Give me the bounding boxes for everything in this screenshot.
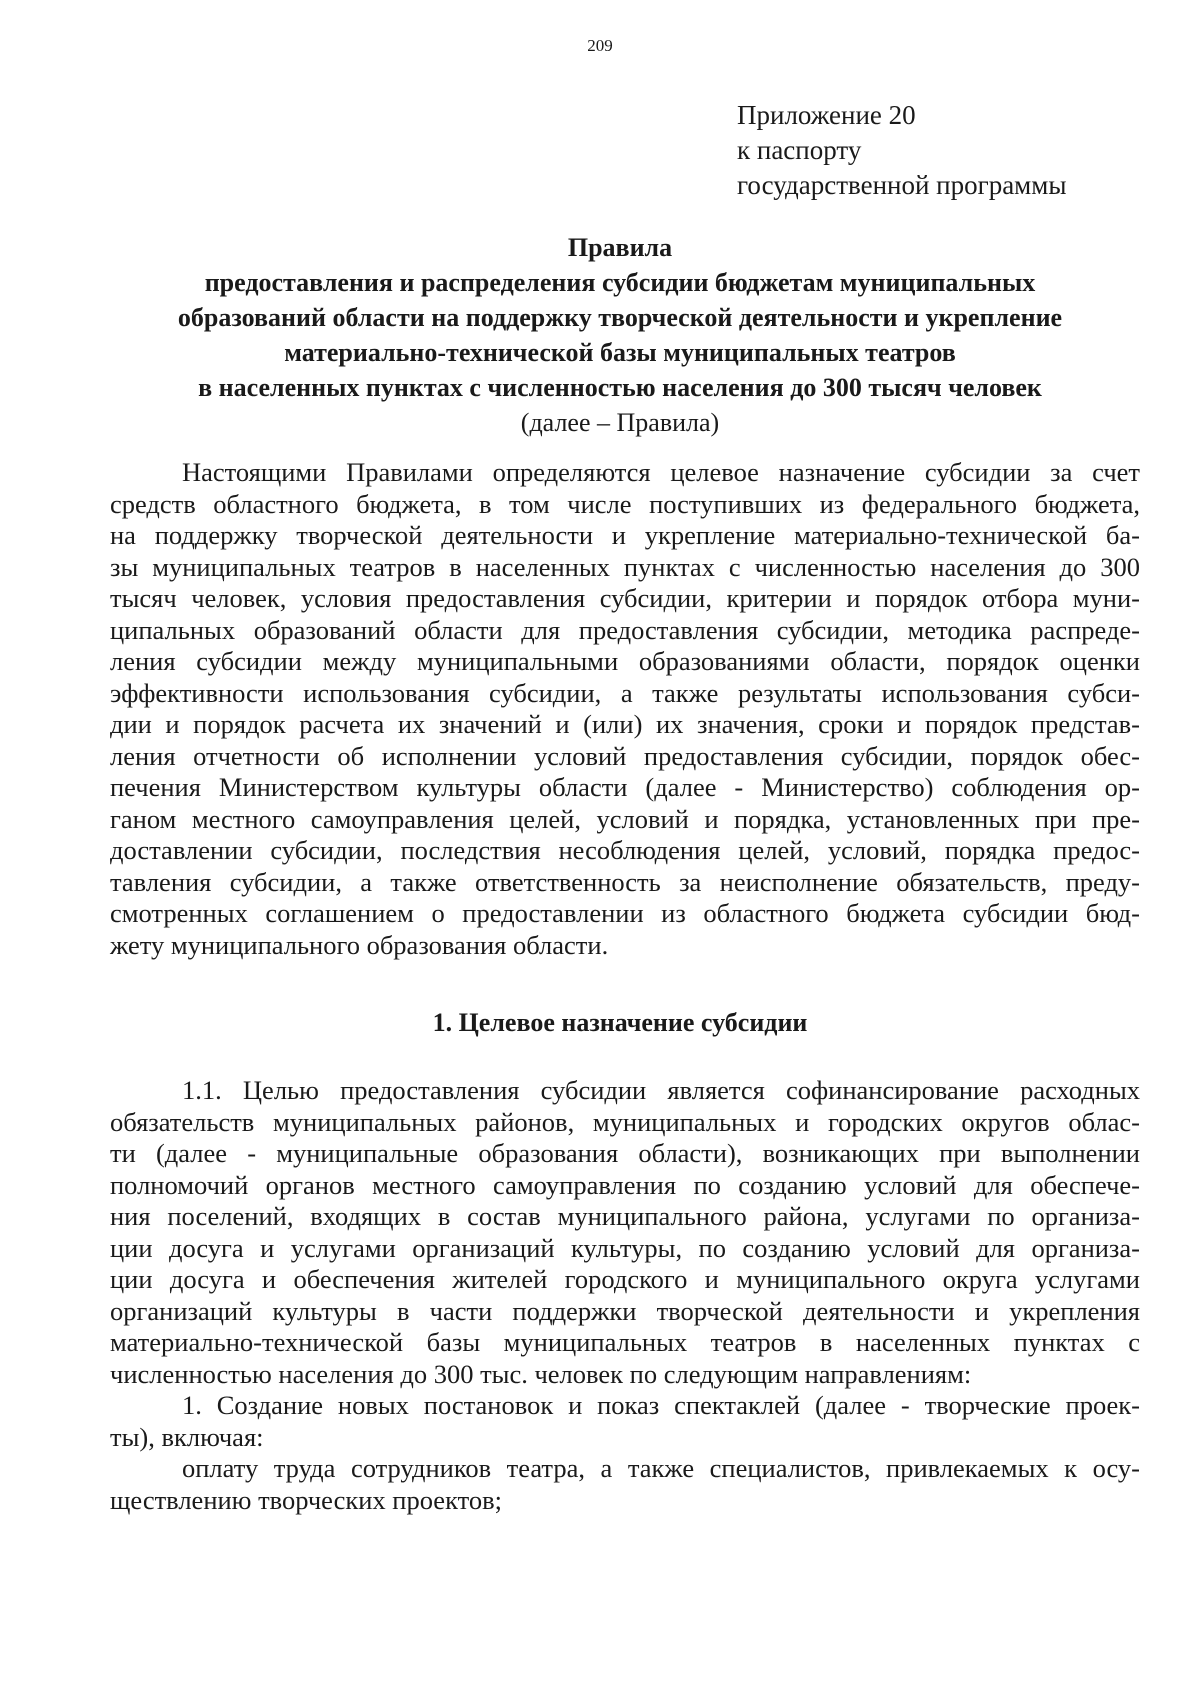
text-line: материально-технической базы муниципальных театров в населенных пунктах с: [110, 1327, 1140, 1357]
text-line: смотренных соглашением о предоставлении из областного бюджета субсидии бюд-: [110, 898, 1140, 928]
text-line: ществлению творческих проектов;: [110, 1484, 502, 1515]
text-line: эффективности использования субсидии, а также результаты использования субси-: [110, 677, 1140, 708]
text-line: полномочий органов местного самоуправления по созданию условий для обеспече-: [110, 1169, 1140, 1200]
text-line: ти (далее - муниципальные образования области), возникающих при выполнении: [110, 1138, 1140, 1168]
text-line: средств областного бюджета, в том числе поступивших из федерального бюджета,: [110, 488, 1140, 519]
section-paragraph: [110, 1075, 1140, 1516]
text-line: ции досуга и услугами организаций культуры, по созданию условий для организа-: [110, 1232, 1140, 1263]
text-line: ганом местного самоуправления целей, условий и порядка, установленных при пре-: [110, 803, 1140, 834]
text-line: дии и порядок расчета их значений и (или) их значения, сроки и порядок представ-: [110, 709, 1140, 739]
page-number: 209: [587, 36, 613, 55]
intro-paragraph: [110, 457, 1140, 961]
title-subtitle: (далее – Правила): [520, 408, 720, 437]
text-line: ния поселений, входящих в состав муниципального района, услугами по организа-: [110, 1201, 1140, 1231]
text-line: тавления субсидии, а также ответственность за неисполнение обязательств, преду-: [110, 866, 1140, 897]
text-line: ты), включая:: [110, 1421, 264, 1452]
text-line: ции досуга и обеспечения жителей городского и муниципального округа услугами: [110, 1264, 1140, 1294]
appendix-line: государственной программы: [737, 170, 1067, 200]
title-line: в населенных пунктах с численностью населения до 300 тысяч человек: [198, 373, 1042, 402]
appendix-note: [737, 98, 1157, 203]
text-line: 1. Создание новых постановок и показ спектаклей (далее - творческие проек-: [182, 1390, 1140, 1420]
document-title: [105, 230, 1135, 440]
text-line: на поддержку творческой деятельности и укрепление материально-технической ба-: [110, 520, 1140, 550]
appendix-line: к паспорту: [737, 135, 862, 165]
title-line: предоставления и распределения субсидии бюджетам муниципальных: [204, 268, 1036, 297]
text-line: 1.1. Целью предоставления субсидии является софинансирование расходных: [182, 1075, 1140, 1105]
title-heading: Правила: [567, 233, 673, 262]
text-line: Настоящими Правилами определяются целевое назначение субсидии за счет: [182, 457, 1140, 487]
text-line: печения Министерством культуры области (далее - Министерство) соблюдения ор-: [110, 772, 1140, 802]
text-line: доставлении субсидии, последствия несоблюдения целей, условий, порядка предос-: [110, 835, 1140, 865]
section-heading: 1. Целевое назначение субсидии: [432, 1008, 808, 1037]
text-line: ципальных образований области для предоставления субсидии, методика распреде-: [110, 614, 1140, 645]
text-line: ления субсидии между муниципальными образованиями области, порядок оценки: [110, 646, 1140, 676]
title-line: образований области на поддержку творческой деятельности и укрепление: [177, 303, 1063, 332]
text-line: зы муниципальных театров в населенных пунктах с численностью населения до 300: [110, 551, 1140, 582]
title-line: материально-технической базы муниципальных театров: [284, 338, 956, 367]
text-line: жету муниципального образования области.: [110, 929, 609, 960]
text-line: численностью населения до 300 тыс. человек по следующим направлениям:: [110, 1358, 972, 1389]
text-line: ления отчетности об исполнении условий предоставления субсидии, порядок обес-: [110, 740, 1140, 771]
text-line: оплату труда сотрудников театра, а также специалистов, привлекаемых к осу-: [182, 1453, 1140, 1483]
text-line: тысяч человек, условия предоставления субсидии, критерии и порядок отбора муни-: [110, 583, 1140, 613]
text-line: организаций культуры в части поддержки творческой деятельности и укрепления: [110, 1295, 1140, 1326]
appendix-line: Приложение 20: [737, 100, 916, 130]
text-line: обязательств муниципальных районов, муниципальных и городских округов облас-: [110, 1106, 1140, 1137]
